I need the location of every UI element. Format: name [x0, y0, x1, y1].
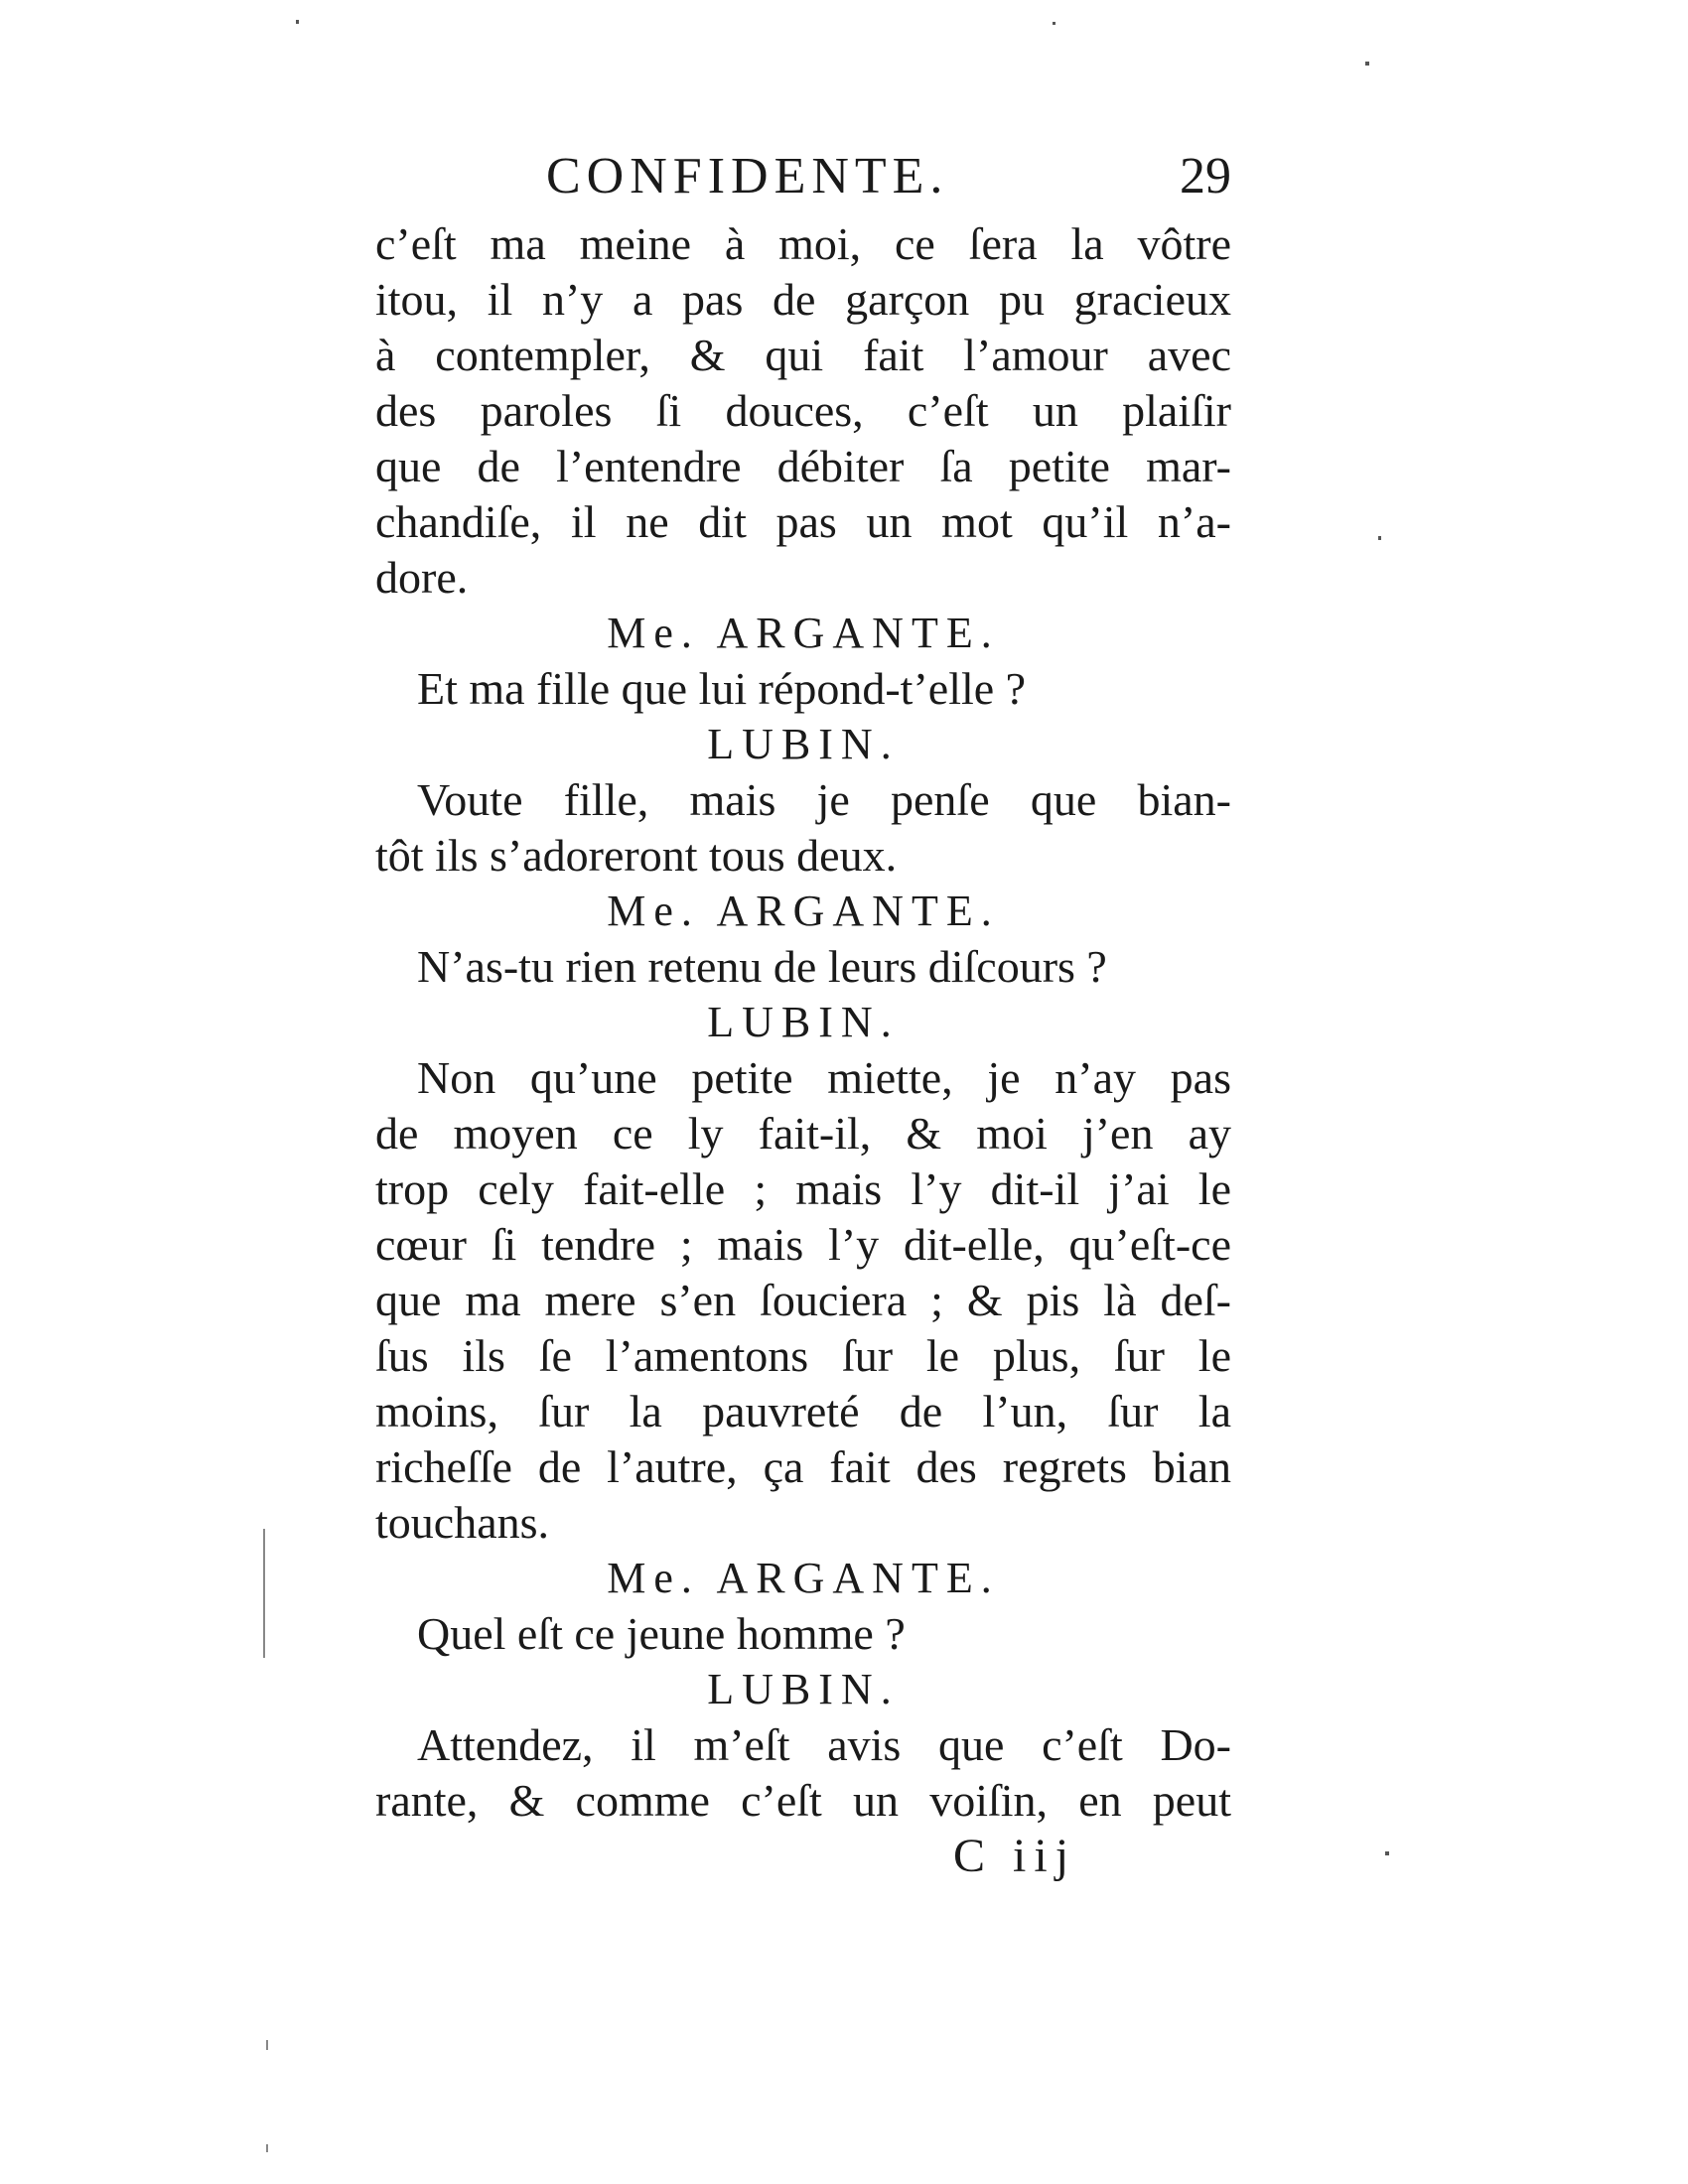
text-line: des paroles ſi douces, c’eſt un plaiſir	[375, 385, 1231, 436]
scan-speck	[263, 1529, 265, 1658]
speaker-name: LUBIN.	[707, 720, 900, 768]
running-head	[546, 147, 1231, 216]
speaker-name: Me. ARGANTE.	[607, 1554, 1000, 1602]
text-line: rante, & comme c’eſt un voiſin, en peut	[375, 1775, 1231, 1826]
text-line: moins, ſur la pauvreté de l’un, ſur la	[375, 1386, 1231, 1436]
text-line: N’as-tu rien retenu de leurs diſcours ?	[417, 941, 1107, 992]
text-line: à contempler, & qui fait l’amour avec	[375, 330, 1231, 380]
text-line: dore.	[375, 552, 469, 603]
text-line: trop cely fait-elle ; mais l’y dit-il j’ai le	[375, 1163, 1231, 1214]
text-line: Non qu’une petite miette, je n’ay pas	[417, 1052, 1231, 1103]
speaker-name: LUBIN.	[707, 1665, 900, 1713]
scan-speck	[266, 2144, 268, 2152]
scan-speck	[296, 20, 299, 24]
page-number: 29	[1180, 148, 1231, 205]
text-line: que de l’entendre débiter ſa petite mar-	[375, 441, 1231, 491]
text-line: Et ma fille que lui répond-t’elle ?	[417, 663, 1027, 714]
text-block	[375, 216, 1231, 1829]
text-line: c’eſt ma meine à moi, ce ſera la vôtre	[375, 218, 1231, 269]
text-line: richeſſe de l’autre, ça fait des regrets bian	[375, 1441, 1231, 1492]
text-line: de moyen ce ly fait-il, & moi j’en ay	[375, 1108, 1231, 1159]
speaker-name: Me. ARGANTE.	[607, 609, 1000, 657]
signature-mark: C iij	[953, 1830, 1077, 1882]
text-line: ſus ils ſe l’amentons ſur le plus, ſur le	[375, 1330, 1231, 1381]
text-line: itou, il n’y a pas de garçon pu gracieux	[375, 274, 1231, 325]
text-line: Quel eſt ce jeune homme ?	[417, 1608, 906, 1659]
scan-speck	[1365, 62, 1369, 66]
text-line: chandiſe, il ne dit pas un mot qu’il n’a-	[375, 496, 1231, 547]
running-title: CONFIDENTE.	[546, 148, 949, 205]
scan-speck	[1053, 22, 1055, 25]
text-line: tôt ils s’adoreront tous deux.	[375, 830, 898, 881]
speaker-name: LUBIN.	[707, 998, 900, 1046]
speaker-name: Me. ARGANTE.	[607, 887, 1000, 935]
scan-speck	[1378, 536, 1381, 540]
text-line: Attendez, il m’eſt avis que c’eſt Do-	[417, 1719, 1231, 1770]
scan-speck	[1385, 1851, 1389, 1855]
text-line: touchans.	[375, 1497, 550, 1548]
scan-speck	[266, 2040, 268, 2050]
text-line: Voute fille, mais je penſe que bian-	[417, 774, 1231, 825]
text-line: que ma mere s’en ſouciera ; & pis là deſ-	[375, 1275, 1231, 1325]
text-line: cœur ſi tendre ; mais l’y dit-elle, qu’eſt-ce	[375, 1219, 1231, 1270]
